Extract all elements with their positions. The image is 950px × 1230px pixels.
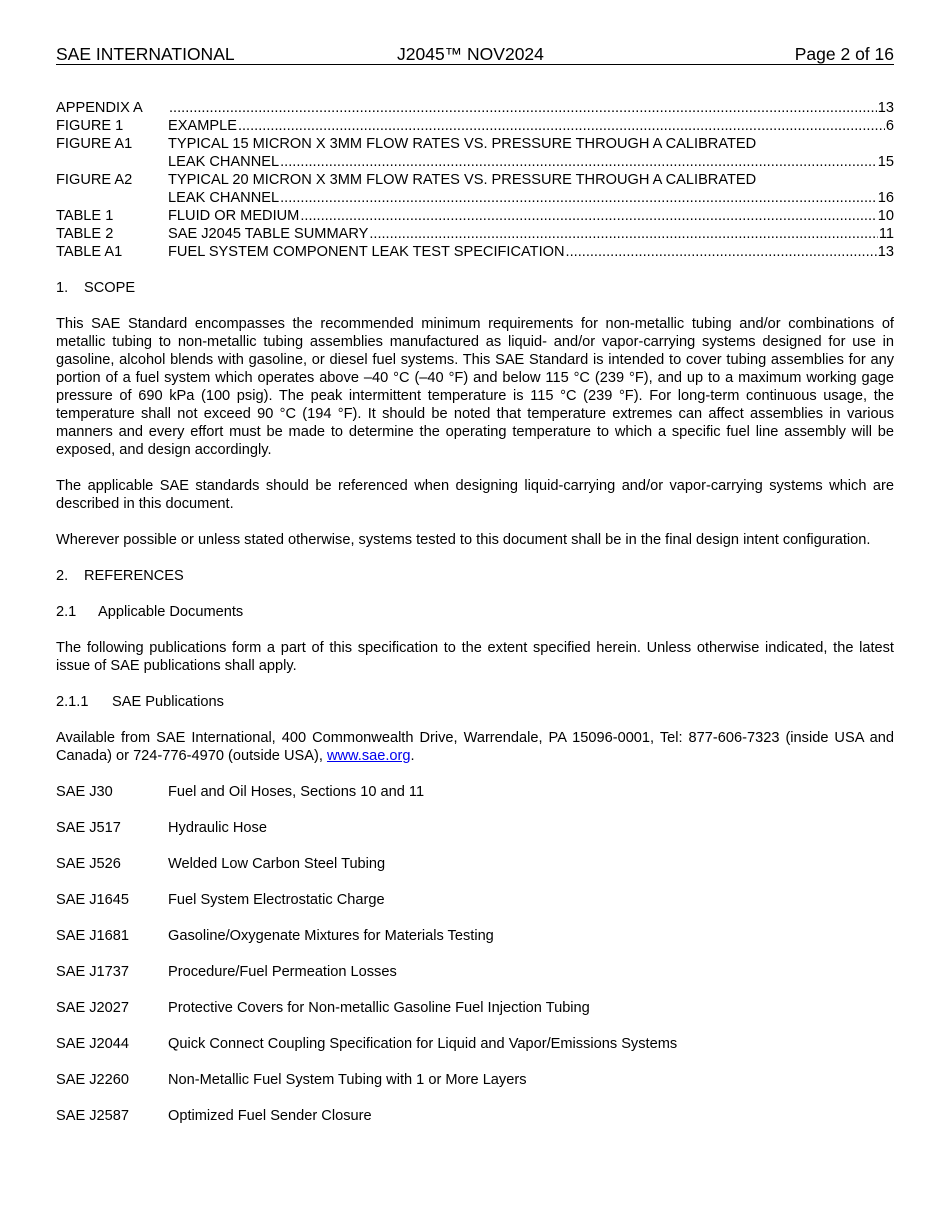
toc-entry[interactable]: [56, 117, 894, 135]
subsection-heading-sae-publications: [56, 693, 894, 711]
toc-label: FIGURE A2: [56, 172, 133, 188]
reference-item: [56, 927, 894, 945]
reference-code: SAE J30: [56, 784, 113, 800]
toc-label: TABLE 2: [56, 226, 114, 242]
reference-title: Quick Connect Coupling Specification for Liquid and Vapor/Emissions Systems: [168, 1036, 678, 1052]
reference-code: SAE J517: [56, 820, 121, 836]
toc-title: FUEL SYSTEM COMPONENT LEAK TEST SPECIFICATION: [168, 244, 565, 260]
reference-title: Fuel and Oil Hoses, Sections 10 and 11: [168, 784, 425, 800]
toc-label: FIGURE 1: [56, 118, 124, 134]
toc-entry[interactable]: [56, 135, 894, 171]
toc-title-continued: LEAK CHANNEL: [168, 154, 280, 170]
subsection-number: 2.1: [56, 604, 77, 620]
toc-page-number: 15: [877, 154, 894, 170]
page-header: [56, 44, 894, 65]
header-page-number: Page 2 of 16: [794, 44, 894, 64]
section-title: REFERENCES: [84, 568, 184, 584]
availability-text: Available from SAE International, 400 Commonwealth Drive, Warrendale, PA 15096-0001, Tel: 877-606-7323 (inside USA and Canada) or 724-776-4970 (outside USA),: [56, 730, 894, 764]
sae-website-link[interactable]: www.sae.org: [326, 748, 411, 764]
scope-paragraph: This SAE Standard encompasses the recommended minimum requirements for non-metallic tubing and/or combinations of metallic tubing to non-metallic tubing assemblies manufactured as liquid- and/or vapor-carrying systems designed for use in gasoline, alcohol blends with gasoline, or diesel fuel systems. This SAE Standard is intended to cover tubing assemblies for any portion of a fuel system which operates above –40 °C (–40 °F) and below 115 °C (239 °F), and up to a maximum working gage pressure of 690 kPa (100 psig). The peak intermittent temperature is 115 °C (239 °F). For long-term continuous usage, the temperature shall not exceed 90 °C (194 °F). It should be noted that temperature extremes can affect assemblies in various manners and every effort must be made to determine the operating temperature to which a specific fuel line assembly will be exposed, and design accordingly.: [56, 316, 894, 458]
toc-page-number: 6: [885, 118, 894, 134]
reference-item: [56, 1071, 894, 1089]
reference-item: [56, 855, 894, 873]
toc-leader: [280, 189, 877, 207]
section-title: SCOPE: [84, 280, 136, 296]
toc-label: TABLE 1: [56, 208, 114, 224]
reference-item: [56, 819, 894, 837]
toc-entry[interactable]: [56, 99, 894, 117]
toc-entry[interactable]: [56, 225, 894, 243]
section-heading-scope: [56, 279, 894, 297]
toc-leader: [300, 207, 876, 225]
applicable-documents-paragraph: The following publications form a part of this specification to the extent specified herein. Unless otherwise indicated, the latest issue of SAE publications shall apply.: [56, 640, 894, 674]
reference-title: Optimized Fuel Sender Closure: [168, 1108, 372, 1124]
toc-page-number: 16: [877, 190, 894, 206]
reference-code: SAE J2027: [56, 1000, 130, 1016]
reference-code: SAE J2260: [56, 1072, 130, 1088]
toc-page-number: 11: [878, 226, 894, 242]
section-number: 2.: [56, 568, 69, 584]
toc-page-number: 13: [877, 244, 894, 260]
toc-leader: [369, 225, 878, 243]
reference-title: Hydraulic Hose: [168, 820, 267, 836]
scope-paragraph: The applicable SAE standards should be referenced when designing liquid-carrying and/or vapor-carrying systems which are described in this document.: [56, 478, 894, 512]
header-org: SAE INTERNATIONAL: [56, 44, 235, 64]
toc-leader: [169, 99, 877, 117]
toc-label: FIGURE A1: [56, 136, 133, 152]
reference-item: [56, 999, 894, 1017]
toc-entry[interactable]: [56, 171, 894, 207]
toc-label: APPENDIX A: [56, 100, 143, 116]
toc-title: TYPICAL 15 MICRON X 3MM FLOW RATES VS. PRESSURE THROUGH A CALIBRATED: [168, 136, 757, 152]
toc-title: FLUID OR MEDIUM: [168, 208, 300, 224]
reference-code: SAE J2587: [56, 1108, 130, 1124]
reference-title: Procedure/Fuel Permeation Losses: [168, 964, 397, 980]
subsection-title: SAE Publications: [112, 694, 224, 710]
document-page: [56, 44, 894, 1125]
reference-item: [56, 1107, 894, 1125]
reference-item: [56, 783, 894, 801]
toc-page-number: 10: [877, 208, 894, 224]
reference-code: SAE J2044: [56, 1036, 130, 1052]
table-of-contents: [56, 99, 894, 261]
toc-title: TYPICAL 20 MICRON X 3MM FLOW RATES VS. PRESSURE THROUGH A CALIBRATED: [168, 172, 757, 188]
reference-title: Gasoline/Oxygenate Mixtures for Materials Testing: [168, 928, 494, 944]
section-heading-references: [56, 567, 894, 585]
toc-entry[interactable]: [56, 207, 894, 225]
reference-code: SAE J1681: [56, 928, 130, 944]
reference-code: SAE J1737: [56, 964, 130, 980]
reference-title: Fuel System Electrostatic Charge: [168, 892, 385, 908]
toc-label: TABLE A1: [56, 244, 123, 260]
reference-title: Non-Metallic Fuel System Tubing with 1 or More Layers: [168, 1072, 527, 1088]
subsection-number: 2.1.1: [56, 694, 89, 710]
header-doc-id: J2045™ NOV2024: [397, 44, 544, 64]
toc-title: EXAMPLE: [168, 118, 237, 134]
sae-availability-paragraph: [56, 729, 894, 765]
sae-publications-list: [56, 783, 894, 1125]
toc-entry[interactable]: [56, 243, 894, 261]
reference-title: Welded Low Carbon Steel Tubing: [168, 856, 386, 872]
subsection-title: Applicable Documents: [98, 604, 244, 620]
subsection-heading-applicable-documents: [56, 603, 894, 621]
toc-page-number: 13: [877, 100, 894, 116]
reference-item: [56, 1035, 894, 1053]
reference-code: SAE J1645: [56, 892, 130, 908]
toc-title-continued: LEAK CHANNEL: [168, 190, 280, 206]
availability-text-end: .: [410, 748, 415, 764]
reference-item: [56, 963, 894, 981]
reference-item: [56, 891, 894, 909]
reference-code: SAE J526: [56, 856, 121, 872]
toc-leader: [566, 243, 877, 261]
toc-leader: [238, 117, 885, 135]
scope-paragraph: Wherever possible or unless stated otherwise, systems tested to this document shall be in the final design intent configuration.: [56, 532, 871, 548]
reference-title: Protective Covers for Non-metallic Gasoline Fuel Injection Tubing: [168, 1000, 590, 1016]
toc-leader: [280, 153, 877, 171]
section-number: 1.: [56, 280, 69, 296]
toc-title: SAE J2045 TABLE SUMMARY: [168, 226, 369, 242]
